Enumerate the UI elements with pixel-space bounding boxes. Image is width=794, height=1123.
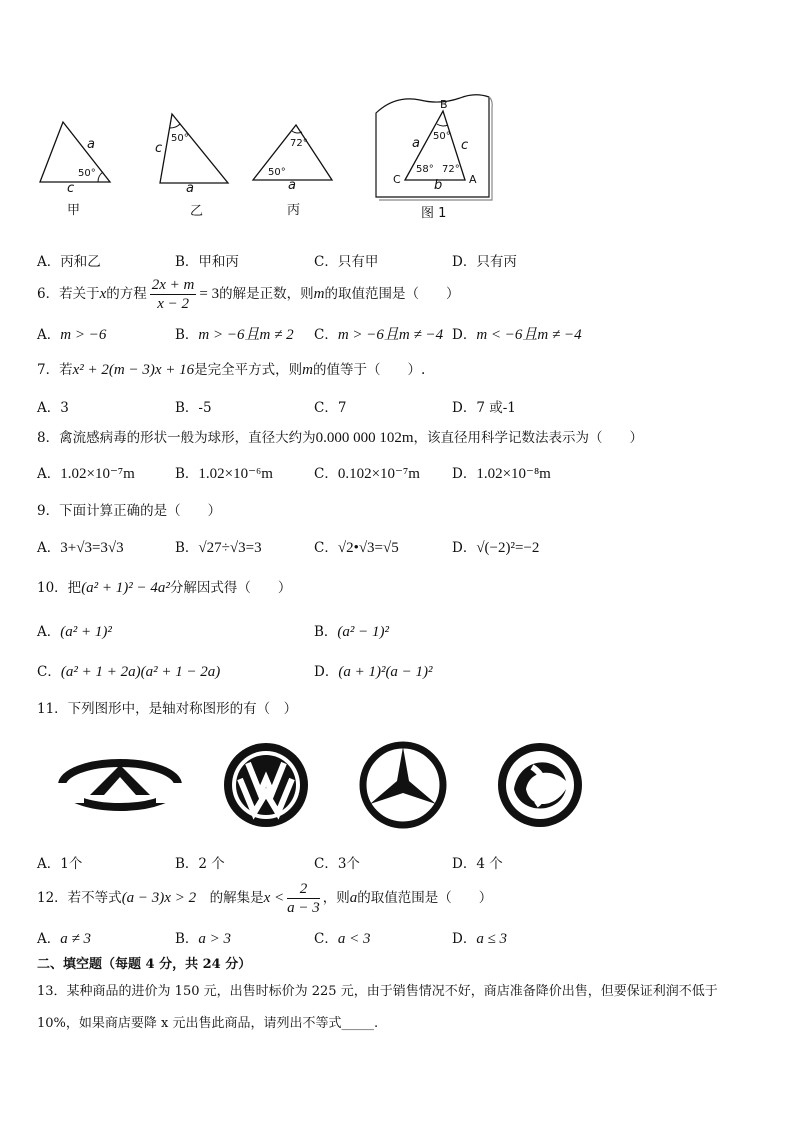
option-a[interactable]: A．丙和乙 — [37, 254, 101, 270]
q7-expr: x² + 2(m − 3)x + 16 — [72, 362, 195, 378]
option-text: √27÷√3=3 — [198, 540, 262, 556]
option-text: √2•√3=√5 — [337, 540, 399, 556]
q6-eq: = 3 — [199, 286, 220, 302]
q10-post: 分解因式得（ ） — [169, 580, 292, 596]
mercedes-logo — [363, 745, 443, 825]
q12-numerator: 2 — [287, 880, 320, 899]
option-d[interactable] — [314, 660, 433, 681]
q12-denominator: a − 3 — [287, 900, 320, 916]
option-b[interactable] — [314, 620, 389, 641]
caption-fig1: 图 1 — [421, 206, 447, 221]
option-b[interactable] — [175, 462, 273, 483]
option-text: m < −6且m ≠ −4 — [476, 327, 582, 343]
question-8 — [37, 426, 643, 447]
option-label: A． — [37, 327, 61, 343]
q6-pre: 6．若关于 — [37, 286, 100, 302]
q13-text: 10%，如果商店要降 x 元出售此商品，请列出不等式 — [37, 1016, 342, 1031]
q10-expr: (a² + 1)² − 4a² — [81, 580, 170, 596]
option-text: (a + 1)²(a − 1)² — [338, 664, 433, 680]
q12-var: a — [349, 890, 358, 906]
option-text: (a² + 1 + 2a)(a² + 1 − 2a) — [60, 664, 221, 680]
option-label: C． — [314, 931, 338, 947]
option-text: m > −6 — [60, 327, 107, 343]
q12-solution-prefix: x < — [263, 890, 285, 906]
caption-bing: 丙 — [287, 203, 301, 218]
option-text: a > 3 — [198, 931, 232, 947]
q6-post: 的解是正数，则 — [219, 286, 314, 302]
option-label: A． — [37, 931, 61, 947]
option-b[interactable] — [175, 927, 231, 948]
label-a: a — [412, 136, 420, 151]
q7-post: 的值等于（ ）. — [312, 362, 426, 378]
option-label: B． — [314, 624, 338, 640]
triangle-bing — [253, 125, 332, 180]
triangle-yi — [160, 114, 228, 183]
option-text: (a² + 1)² — [60, 624, 112, 640]
car-logos — [50, 735, 610, 835]
option-a[interactable] — [37, 620, 112, 641]
q7-var: m — [302, 362, 313, 378]
question-11: 11．下列图形中，是轴对称图形的有（ ） — [37, 701, 298, 717]
option-d[interactable] — [452, 927, 507, 948]
angle-label: 50° — [78, 168, 96, 179]
q8-text: 8．禽流感病毒的形状一般为球形，直径大约为 — [37, 430, 316, 446]
q6-denominator: x − 2 — [157, 296, 189, 312]
q6-numerator: 2x + m — [151, 277, 195, 293]
option-c[interactable] — [314, 927, 370, 948]
question-6 — [37, 276, 459, 313]
option-label: A． — [37, 624, 61, 640]
angle-label: 50° — [433, 131, 451, 142]
option-text: m > −6且m ≠ −4 — [337, 327, 444, 343]
option-text: 1.02×10⁻⁶m — [198, 466, 273, 482]
q6-var2: m — [313, 286, 325, 302]
option-label: A． — [37, 466, 61, 482]
option-a[interactable] — [37, 927, 91, 948]
volkswagen-logo — [224, 743, 308, 827]
option-b[interactable]: B．-5 — [175, 400, 212, 416]
q6-fraction — [150, 276, 197, 313]
option-b[interactable] — [175, 536, 262, 557]
option-label: A． — [37, 540, 61, 556]
angle-label: 58° — [416, 164, 434, 175]
option-b[interactable]: B．甲和丙 — [175, 254, 239, 270]
triangle-figures — [0, 0, 794, 230]
option-label: B． — [175, 327, 199, 343]
infiniti-logo — [58, 763, 182, 807]
label-a: a — [87, 137, 95, 152]
option-label: C． — [37, 664, 61, 680]
caption-jia: 甲 — [67, 203, 81, 218]
label-a: a — [288, 178, 296, 193]
question-9: 9．下面计算正确的是（ ） — [37, 503, 222, 519]
question-12 — [37, 880, 492, 917]
q6-post2: 的取值范围是（ ） — [324, 286, 460, 302]
option-c[interactable] — [314, 536, 399, 557]
option-c[interactable] — [314, 323, 443, 344]
q12-fraction — [287, 880, 320, 917]
option-b[interactable]: B．2 个 — [175, 856, 225, 872]
option-label: C． — [314, 327, 338, 343]
q13-end: . — [374, 1016, 379, 1031]
option-label: C． — [314, 540, 338, 556]
option-label: C． — [314, 466, 338, 482]
option-text: (a² − 1)² — [337, 624, 390, 640]
angle-label: 72° — [442, 164, 460, 175]
label-c: c — [67, 181, 75, 196]
q10-pre: 10．把 — [37, 580, 82, 596]
option-d[interactable]: D．只有丙 — [452, 254, 517, 270]
label-c: c — [155, 141, 163, 156]
option-c[interactable] — [314, 462, 420, 483]
option-label: D． — [452, 540, 477, 556]
label-b: b — [434, 178, 443, 193]
caption-yi: 乙 — [190, 204, 204, 219]
angle-label: 50° — [268, 167, 286, 178]
option-a[interactable] — [37, 462, 135, 483]
option-c[interactable] — [37, 660, 220, 681]
option-text: a ≠ 3 — [60, 931, 91, 947]
question-10 — [37, 576, 291, 597]
q7-mid: 是完全平方式，则 — [194, 362, 303, 378]
label-a: a — [186, 181, 194, 196]
option-b[interactable] — [175, 323, 294, 344]
option-c[interactable]: C．3个 — [314, 856, 360, 872]
vertex-b: B — [440, 98, 448, 111]
q12-mid: 的解集是 — [209, 890, 264, 906]
option-label: D． — [452, 466, 477, 482]
option-text: 0.102×10⁻⁷m — [337, 466, 420, 482]
option-label: B． — [175, 540, 199, 556]
angle-label: 72° — [290, 138, 308, 149]
option-text: 1.02×10⁻⁷m — [60, 466, 135, 482]
label-c: c — [461, 138, 469, 153]
option-text: √(−2)²=−2 — [476, 540, 540, 556]
option-text: m > −6且m ≠ 2 — [198, 327, 294, 343]
option-label: D． — [452, 931, 477, 947]
option-d[interactable] — [452, 462, 551, 483]
q12-inequality: (a − 3)x > 2 — [121, 890, 197, 906]
option-label: B． — [175, 931, 199, 947]
option-d[interactable] — [452, 536, 539, 557]
answer-blank[interactable]: _____ — [341, 1016, 374, 1031]
question-13-line1: 13．某种商品的进价为 150 元，出售时标价为 225 元，由于销售情况不好，商店准备降价出售，但要保证利润不低于 — [37, 984, 718, 999]
angle-label: 50° — [171, 133, 189, 144]
triangle-jia — [40, 122, 110, 182]
q12-pre: 12．若不等式 — [37, 890, 122, 906]
option-d[interactable]: D．7 或-1 — [452, 400, 516, 416]
question-13-line2 — [37, 1012, 378, 1031]
option-d[interactable] — [452, 323, 582, 344]
q7-pre: 7．若 — [37, 362, 73, 378]
q12-post2: 的取值范围是（ ） — [357, 890, 493, 906]
vertex-a: A — [469, 173, 477, 186]
option-a[interactable]: A．3 — [37, 400, 69, 416]
option-label: B． — [175, 466, 199, 482]
q6-mid: 的方程 — [106, 286, 147, 302]
option-label: D． — [452, 327, 477, 343]
q6-var: x — [99, 286, 107, 302]
option-c[interactable]: C．7 — [314, 400, 347, 416]
option-a[interactable] — [37, 536, 124, 557]
vertex-c: C — [393, 173, 401, 186]
option-text: 3+√3=3√3 — [60, 540, 124, 556]
option-text: a < 3 — [337, 931, 371, 947]
option-d[interactable]: D．4 个 — [452, 856, 503, 872]
q12-post: ，则 — [322, 890, 350, 906]
option-text: 1.02×10⁻⁸m — [476, 466, 551, 482]
option-label: D． — [314, 664, 339, 680]
section-title: 二、填空题（每题 4 分，共 24 分） — [37, 957, 252, 972]
question-7 — [37, 358, 425, 379]
dongfeng-logo — [498, 743, 582, 827]
q8-number: 0.000 000 102m — [315, 430, 414, 446]
option-a[interactable]: A．1个 — [37, 856, 83, 872]
q8-post: ，该直径用科学记数法表示为（ ） — [413, 430, 644, 446]
option-c[interactable]: C．只有甲 — [314, 254, 379, 270]
option-a[interactable] — [37, 323, 106, 344]
option-text: a ≤ 3 — [476, 931, 508, 947]
